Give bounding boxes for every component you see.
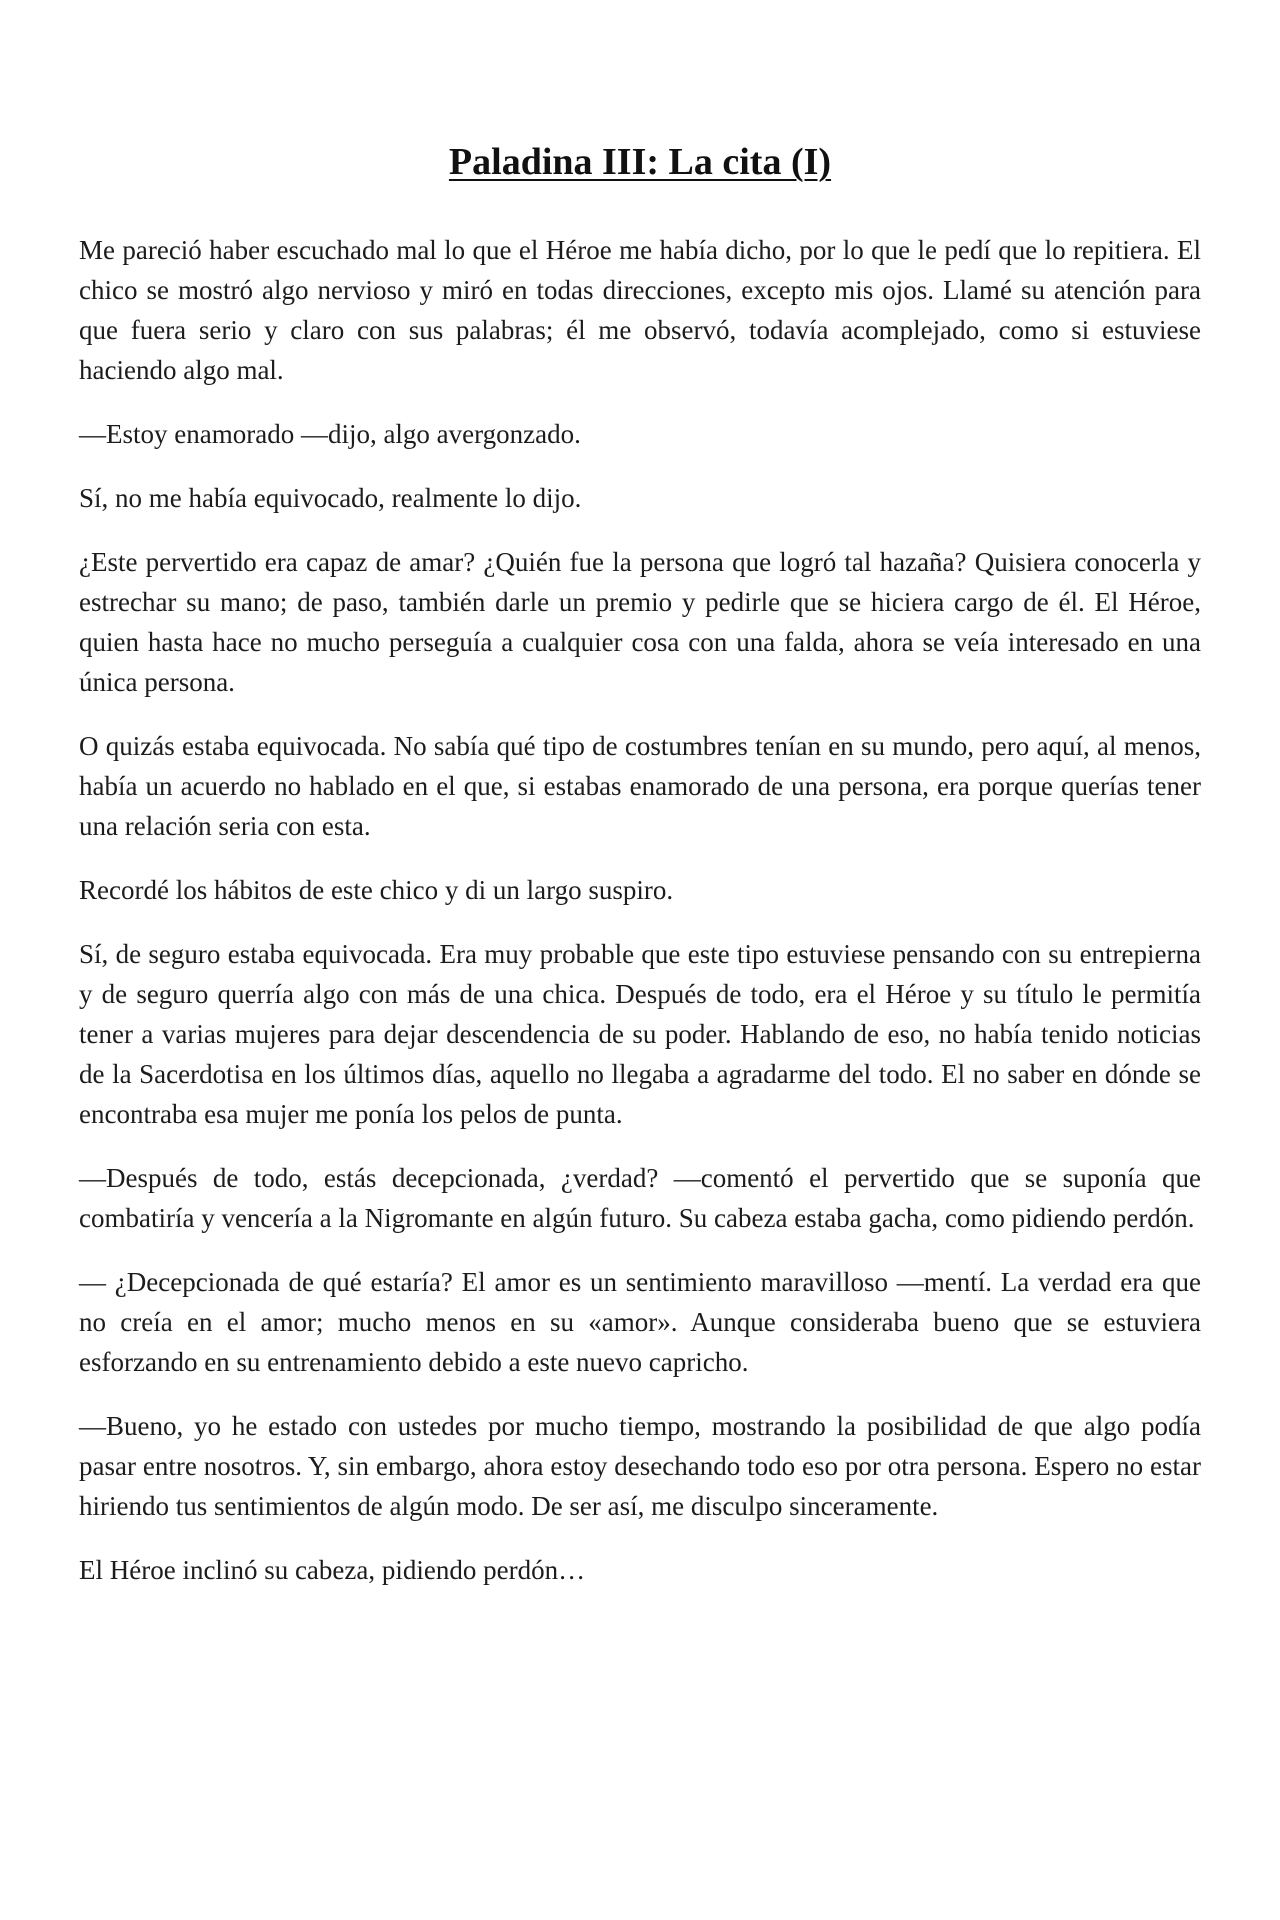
- paragraph-5: O quizás estaba equivocada. No sabía qué tipo de costumbres tenían en su mundo, pero aquí, al menos, había un acuerdo no hablado en el que, si estabas enamorado de una persona, era porque querías tener una relación seria con esta.: [79, 730, 1201, 841]
- paragraph-10: —Bueno, yo he estado con ustedes por mucho tiempo, mostrando la posibilidad de que algo podía pasar entre nosotros. Y, sin embargo, ahora estoy desechando todo eso por otra persona. Espero no estar hiriendo tus sentimientos de algún modo. De ser así, me disculpo sinceramente.: [79, 1410, 1201, 1521]
- paragraph-1: Me pareció haber escuchado mal lo que el Héroe me había dicho, por lo que le pedí que lo repitiera. El chico se mostró algo nervioso y miró en todas direcciones, excepto mis ojos. Llamé su atención para que fuera serio y claro con sus palabras; él me observó, todavía acomplejado, como si estuviese haciendo algo mal.: [79, 234, 1201, 385]
- chapter-body: [79, 230, 1201, 1590]
- paragraph-7: Sí, de seguro estaba equivocada. Era muy probable que este tipo estuviese pensando con su entrepierna y de seguro querría algo con más de una chica. Después de todo, era el Héroe y su título le permitía tener a varias mujeres para dejar descendencia de su poder. Hablando de eso, no había tenido noticias de la Sacerdotisa en los últimos días, aquello no llegaba a agradarme del todo. El no saber en dónde se encontraba esa mujer me ponía los pelos de punta.: [79, 938, 1201, 1129]
- paragraph-8: —Después de todo, estás decepcionada, ¿verdad? —comentó el pervertido que se suponía que combatiría y vencería a la Nigromante en algún futuro. Su cabeza estaba gacha, como pidiendo perdón.: [79, 1162, 1201, 1233]
- paragraph-3: Sí, no me había equivocado, realmente lo dijo.: [79, 482, 582, 513]
- paragraph-2: —Estoy enamorado —dijo, algo avergonzado.: [79, 418, 581, 449]
- chapter-title: Paladina III: La cita (I): [448, 141, 832, 183]
- paragraph-6: Recordé los hábitos de este chico y di un largo suspiro.: [79, 874, 674, 905]
- paragraph-11: El Héroe inclinó su cabeza, pidiendo perdón…: [79, 1554, 586, 1585]
- paragraph-4: ¿Este pervertido era capaz de amar? ¿Quién fue la persona que logró tal hazaña? Quisiera conocerla y estrechar su mano; de paso, también darle un premio y pedirle que se hiciera cargo de él. El Héroe, quien hasta hace no mucho perseguía a cualquier cosa con una falda, ahora se veía interesado en una única persona.: [79, 546, 1201, 697]
- paragraph-9: — ¿Decepcionada de qué estaría? El amor es un sentimiento maravilloso —mentí. La verdad era que no creía en el amor; mucho menos en su «amor». Aunque consideraba bueno que se estuviera esforzando en su entrenamiento debido a este nuevo capricho.: [79, 1266, 1201, 1377]
